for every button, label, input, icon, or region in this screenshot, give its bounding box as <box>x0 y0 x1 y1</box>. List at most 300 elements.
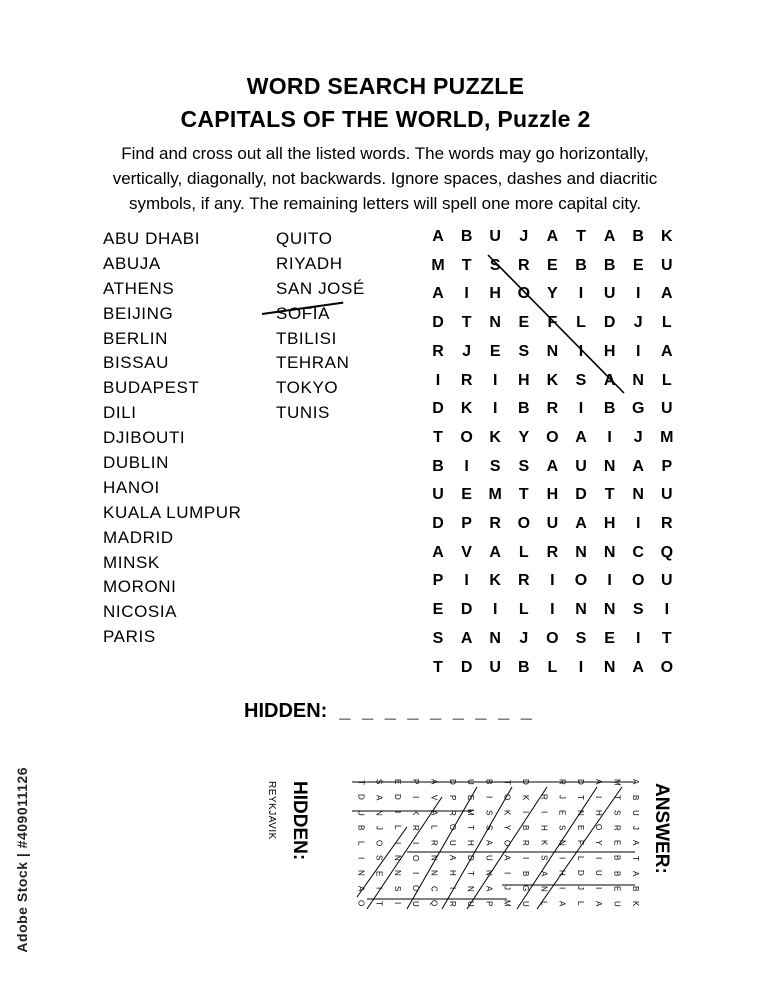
grid-letter: I <box>664 601 670 619</box>
grid-letter: N <box>632 486 644 504</box>
hidden-blanks: _ _ _ _ _ _ _ _ _ <box>339 700 535 722</box>
grid-letter: B <box>460 228 473 245</box>
answer-grid-letter: I <box>539 780 549 784</box>
answer-grid-letter: I <box>557 887 567 890</box>
title: WORD SEARCH PUZZLE <box>246 73 525 99</box>
grid-letter: E <box>489 342 501 360</box>
answer-grid-letter: A <box>374 794 384 800</box>
answer-grid-letter: I <box>520 811 530 814</box>
grid-letter: D <box>432 515 444 532</box>
word-list-item: PARIS <box>103 627 156 647</box>
word-list-item: BUDAPEST <box>103 378 200 398</box>
answer-grid-letter: A <box>539 870 549 876</box>
grid-letter: A <box>575 515 587 532</box>
word-list-item: BERLIN <box>103 328 169 348</box>
answer-grid-letter: S <box>484 809 494 816</box>
answer-grid-letter: R <box>411 824 421 831</box>
grid-letter: T <box>433 428 443 446</box>
grid-letter: Y <box>547 285 558 303</box>
answer-grid-letter: N <box>466 885 476 892</box>
grid-letter: U <box>661 486 673 504</box>
answer-grid-letter: R <box>539 794 549 801</box>
grid-letter: I <box>492 371 498 389</box>
grid-letter: A <box>632 658 644 676</box>
answer-grid-letter: L <box>429 825 439 830</box>
grid-letter: A <box>661 285 673 303</box>
grid-letter: I <box>550 572 555 590</box>
grid-letter: H <box>518 371 530 389</box>
hidden-line <box>244 700 535 723</box>
grid-letter: S <box>632 601 644 619</box>
word-list-item: MINSK <box>103 552 160 572</box>
answer-grid-letter: B <box>484 779 494 785</box>
answer-grid-letter: H <box>594 809 604 816</box>
answer-grid-letter: S <box>374 779 384 785</box>
answer-grid-letter: S <box>612 809 622 816</box>
answer-grid-letter: A <box>630 870 640 876</box>
grid-letter: J <box>462 342 472 360</box>
grid-letter: E <box>461 486 472 504</box>
answer-grid-letter: H <box>557 870 567 877</box>
grid-letter: S <box>489 457 501 475</box>
grid-letter: I <box>550 601 555 619</box>
grid-letter: A <box>546 457 559 475</box>
answer-grid-letter: I <box>594 796 604 799</box>
answer-grid-letter: N <box>356 870 366 877</box>
answer-grid-letter: O <box>447 824 457 831</box>
answer-grid-letter: S <box>392 885 402 892</box>
answer-grid-letter: L <box>575 901 585 906</box>
answer-grid-letter: P <box>447 794 457 800</box>
grid-letter: B <box>632 228 644 245</box>
answer-grid-letter: K <box>630 900 640 907</box>
grid-letter: Q <box>660 543 674 561</box>
grid-letter: I <box>435 371 441 389</box>
answer-grid-letter: D <box>466 855 476 861</box>
answer-grid-letter: B <box>630 885 640 892</box>
answer-grid-letter: J <box>557 795 567 800</box>
grid-letter: R <box>518 572 530 590</box>
grid-letter: E <box>547 256 558 274</box>
grid-letter: B <box>518 400 530 418</box>
answer-grid-letter: I <box>594 856 604 860</box>
grid-letter: D <box>603 314 616 332</box>
stock-watermark-id: Adobe Stock | #409011126 <box>14 767 30 953</box>
grid-letter: T <box>604 486 615 504</box>
grid-letter: G <box>631 400 645 418</box>
grid-letter: U <box>546 515 559 532</box>
grid-letter: R <box>432 342 444 360</box>
answer-grid-letter: D <box>392 794 402 801</box>
answer-grid-letter: J <box>502 886 512 891</box>
answer-grid-letter: I <box>392 811 402 814</box>
answer-grid-letter: C <box>429 885 439 892</box>
grid-letter: O <box>546 629 559 647</box>
word-list-item: TOKYO <box>276 378 339 398</box>
answer-grid-letter: A <box>594 779 604 785</box>
answer-grid-letter: S <box>557 824 567 831</box>
answer-grid-letter: I <box>502 872 512 875</box>
answer-grid-letter: R <box>447 900 457 907</box>
grid-letter: L <box>661 371 672 389</box>
grid-letter: O <box>460 428 473 446</box>
answer-grid-letter: N <box>484 870 494 877</box>
grid-letter: R <box>489 515 501 532</box>
answer-grid-letter: A <box>630 840 640 846</box>
grid-letter: L <box>518 543 529 561</box>
grid-letter: H <box>546 486 559 504</box>
answer-grid-letter: A <box>447 855 457 861</box>
answer-grid-letter: M <box>502 900 512 907</box>
word-list-item: ABU DHABI <box>103 229 201 248</box>
answer-grid-letter: R <box>447 809 457 816</box>
grid-letter: P <box>461 515 472 532</box>
answer-grid-letter: T <box>502 779 512 785</box>
answer-grid-letter: T <box>466 825 476 831</box>
word-list-item: BEIJING <box>103 303 174 323</box>
answer-grid-letter: U <box>520 900 530 907</box>
answer-grid-letter: R <box>557 779 567 785</box>
grid-letter: D <box>432 400 444 418</box>
answer-grid-letter: A <box>594 900 604 907</box>
answer-grid-letter: L <box>356 840 366 846</box>
answer-grid-letter: T <box>612 794 622 800</box>
grid-letter: K <box>661 228 673 245</box>
grid-letter: I <box>492 601 498 619</box>
answer-grid-letter: U <box>466 900 476 907</box>
grid-letter: N <box>489 629 501 647</box>
grid-letter: I <box>635 629 641 647</box>
word-list-column-1 <box>103 227 242 650</box>
answer-grid-letter: E <box>612 840 622 846</box>
grid-letter: M <box>660 428 674 446</box>
answer-grid-letter: I <box>557 856 567 860</box>
answer-grid-letter: N <box>575 809 585 816</box>
grid-letter: P <box>432 572 444 590</box>
answer-grid-letter: E <box>557 809 567 816</box>
answer-grid-letter: B <box>356 824 366 831</box>
answer-grid-letter: N <box>374 809 384 816</box>
grid-letter: T <box>461 314 472 332</box>
answer-grid-letter: I <box>356 856 366 860</box>
grid-letter: A <box>460 629 473 647</box>
answer-grid-letter: N <box>392 870 402 877</box>
answer-grid-letter: L <box>392 825 402 830</box>
answer-grid-letter: D <box>356 794 366 801</box>
word-list-item: TBILISI <box>276 328 337 348</box>
grid-letter: A <box>603 371 616 389</box>
answer-grid-letter: O <box>374 839 384 846</box>
grid-letter: I <box>464 457 469 475</box>
answer-grid-letter: U <box>466 779 476 785</box>
answer-grid-letter: U <box>484 855 494 861</box>
grid-letter: T <box>661 629 672 647</box>
grid-letter: H <box>489 285 501 303</box>
word-list-item: BISSAU <box>103 353 169 373</box>
grid-letter: U <box>661 256 673 274</box>
answer-grid-letter: T <box>630 855 640 861</box>
grid-letter: L <box>547 658 558 676</box>
word-list-item: QUITO <box>276 229 333 248</box>
word-list-item: RIYADH <box>276 253 343 273</box>
grid-letter: R <box>460 371 473 389</box>
word-list-item: TUNIS <box>276 403 330 423</box>
grid-letter: F <box>547 314 558 332</box>
grid-letter: R <box>661 515 673 532</box>
instructions: Find and cross out all the listed words. The words may go horizontally, vertically, diagonally, not backwards. Ignore spaces, dashes and diacritic symbols, if any. The remaining letters will spell one more capital city. <box>112 144 658 213</box>
grid-letter: B <box>575 256 587 274</box>
answer-grid-letter: U <box>411 900 421 907</box>
answer-grid-letter: U <box>447 839 457 846</box>
answer-grid-letter: S <box>484 824 494 831</box>
grid-letter: O <box>517 515 531 532</box>
word-list-item: DILI <box>103 403 137 423</box>
grid-letter: I <box>578 400 584 418</box>
grid-letter: S <box>575 371 587 389</box>
answer-grid-letter: I <box>484 796 494 799</box>
grid-letter: L <box>661 314 672 332</box>
grid-letter: B <box>518 658 530 676</box>
grid-letter: N <box>603 457 616 475</box>
answer-grid-letter: U <box>630 809 640 816</box>
grid-letter: P <box>661 457 673 475</box>
grid-letter: O <box>631 572 645 590</box>
grid-letter: C <box>632 543 644 561</box>
grid-letter: U <box>661 400 673 418</box>
grid-letter: S <box>432 629 444 647</box>
answer-grid-letter: D <box>575 779 585 785</box>
strikethrough-mark <box>262 301 343 314</box>
answer-grid-letter: O <box>411 854 421 862</box>
grid-letter: S <box>489 256 501 274</box>
grid-letter: A <box>489 543 501 561</box>
grid-letter: J <box>519 629 529 647</box>
grid-letter: O <box>660 658 674 676</box>
grid-letter: L <box>518 601 529 619</box>
answer-grid-letter: I <box>447 887 457 890</box>
answer-grid-letter: I <box>392 902 402 905</box>
answer-grid-letter: I <box>374 887 384 890</box>
answer-grid-letter: I <box>411 872 421 875</box>
answer-grid-letter: A <box>429 809 439 816</box>
answer-grid-letter: O <box>502 794 512 801</box>
answer-grid-letter: E <box>392 779 402 785</box>
answer-grid-letter: I <box>594 887 604 890</box>
grid-letter: K <box>546 371 559 389</box>
answer-grid-letter: K <box>411 809 421 816</box>
grid-letter: O <box>517 285 531 303</box>
grid-letter: R <box>546 400 559 418</box>
grid-letter: A <box>546 228 559 245</box>
answer-grid-letter: R <box>612 824 622 831</box>
answer-grid-letter: H <box>447 870 457 877</box>
grid-letter: A <box>575 428 587 446</box>
grid-letter: N <box>546 342 559 360</box>
answer-grid-letter: T <box>374 901 384 907</box>
answer-grid-letter: A <box>429 779 439 785</box>
answer-grid-letter: J <box>575 886 585 891</box>
answer-grid-letter: N <box>557 839 567 846</box>
answer-grid-letter: E <box>575 824 585 831</box>
subtitle: CAPITALS OF THE WORLD, Puzzle 2 <box>180 106 591 132</box>
answer-grid-letter: O <box>356 900 366 907</box>
answer-grid-letter: N <box>429 855 439 861</box>
grid-letter: N <box>603 658 616 676</box>
grid-letter: O <box>574 572 588 590</box>
grid-letter: I <box>635 285 641 303</box>
grid-letter: E <box>432 601 444 619</box>
answer-grid-letter: T <box>466 870 476 876</box>
answer-grid-letter: Y <box>594 840 604 846</box>
answer-grid-letter: D <box>520 779 530 785</box>
answer-grid-letter: A <box>557 900 567 907</box>
answer-grid-letter: U <box>356 809 366 816</box>
grid-letter: J <box>633 314 643 332</box>
answer-grid-letter: I <box>411 841 421 844</box>
word-list-item: MORONI <box>103 577 177 597</box>
answer-grid-letter: H <box>539 824 549 831</box>
answer-grid-letter: U <box>612 900 622 907</box>
answer-grid-letter: L <box>539 901 549 906</box>
word-list-item: TEHRAN <box>276 353 350 373</box>
grid-letter: I <box>464 572 469 590</box>
answer-grid-letter: S <box>374 855 384 861</box>
answer-grid-letter: L <box>575 855 585 861</box>
word-list-item: SAN JOSÉ <box>276 278 365 298</box>
grid-letter: T <box>461 256 472 274</box>
grid-letter: B <box>432 457 444 475</box>
word-list-item: DJIBOUTI <box>103 428 186 448</box>
answer-grid-letter: A <box>484 885 494 892</box>
grid-letter: H <box>603 342 616 360</box>
grid-letter: D <box>460 601 473 619</box>
answer-grid-letter: I <box>539 811 549 814</box>
answer-grid-letter: T <box>575 794 585 800</box>
grid-letter: J <box>519 228 529 245</box>
grid-letter: O <box>546 428 559 446</box>
answer-grid-letter: J <box>630 825 640 830</box>
answer-grid-letter: H <box>466 839 476 846</box>
grid-letter: I <box>578 342 584 360</box>
grid-letter: K <box>460 400 473 418</box>
answer-hidden-word: REYKJAVIK <box>266 781 277 840</box>
grid-letter: A <box>632 457 644 475</box>
grid-letter: N <box>575 601 587 619</box>
answer-grid-letter: I <box>520 856 530 860</box>
grid-letter: Y <box>518 428 530 446</box>
word-list-item: NICOSIA <box>103 602 178 622</box>
answer-grid-letter: B <box>630 794 640 800</box>
answer-grid <box>347 777 640 914</box>
grid-letter: N <box>489 314 501 332</box>
answer-grid-letter: S <box>539 855 549 861</box>
grid-letter: K <box>489 428 501 446</box>
grid-letter: N <box>603 543 616 561</box>
grid-letter: I <box>492 400 498 418</box>
grid-letter: R <box>518 256 530 274</box>
answer-grid-letter: B <box>612 855 622 861</box>
grid-letter: A <box>432 543 444 561</box>
answer-hidden-label: HIDDEN: <box>289 781 310 861</box>
grid-letter: N <box>632 371 644 389</box>
grid-letter: S <box>518 457 530 475</box>
grid-letter: I <box>607 572 612 590</box>
grid-letter: T <box>433 658 443 676</box>
grid-letter: I <box>635 515 641 532</box>
answer-grid-letter: K <box>539 840 549 846</box>
grid-letter: V <box>461 543 472 561</box>
word-list-item: SOFIA <box>276 302 365 327</box>
answer-grid-letter: A <box>356 885 366 892</box>
grid-letter: A <box>432 285 444 303</box>
grid-letter: N <box>575 543 587 561</box>
hidden-label: HIDDEN: <box>244 700 328 722</box>
grid-letter: U <box>603 285 616 303</box>
grid-letter: I <box>578 658 584 676</box>
word-list-item: MADRID <box>103 527 174 547</box>
answer-grid-letter: M <box>466 809 476 816</box>
grid-letter: U <box>575 457 587 475</box>
grid-letter: B <box>603 256 616 274</box>
answer-grid-letter: I <box>392 841 402 844</box>
answer-grid-letter: F <box>575 840 585 846</box>
grid-letter: E <box>604 629 615 647</box>
answer-grid-letter: O <box>411 885 421 892</box>
grid-letter: S <box>518 342 530 360</box>
answer-grid-letter: U <box>594 870 604 877</box>
grid-letter: I <box>635 342 641 360</box>
word-list-column-2 <box>276 227 365 426</box>
grid-letter: E <box>632 256 644 274</box>
answer-grid-letter: M <box>612 778 622 786</box>
grid-letter: D <box>575 486 587 504</box>
answer-grid-letter: B <box>520 824 530 831</box>
grid-letter: R <box>546 543 559 561</box>
answer-grid-letter: Q <box>429 900 439 907</box>
grid-letter: N <box>603 601 616 619</box>
answer-grid-letter: E <box>466 794 476 800</box>
answer-grid-letter: G <box>520 885 530 892</box>
answer-grid-letter: K <box>502 809 512 816</box>
answer-grid-letter: O <box>502 839 512 846</box>
grid-letter: M <box>488 486 502 504</box>
answer-grid-letter: B <box>612 870 622 876</box>
grid-letter: I <box>607 428 612 446</box>
grid-letter: D <box>460 658 473 676</box>
grid-letter: A <box>661 342 673 360</box>
grid-letter: I <box>464 285 469 303</box>
answer-grid-letter: T <box>356 779 366 785</box>
answer-grid-letter: R <box>429 839 439 846</box>
answer-grid-letter: O <box>594 824 604 831</box>
word-list-item: HANOI <box>103 477 160 497</box>
answer-grid-letter: B <box>520 870 530 876</box>
answer-grid-letter: D <box>575 870 585 877</box>
grid-letter: U <box>489 228 501 245</box>
answer-label: ANSWER: <box>651 783 672 874</box>
grid-letter: H <box>603 515 616 532</box>
grid-letter: J <box>633 428 643 446</box>
answer-grid-letter: E <box>374 870 384 876</box>
answer-grid-letter: A <box>630 779 640 785</box>
answer-grid-letter: N <box>429 870 439 877</box>
word-list-item: DUBLIN <box>103 453 169 473</box>
grid-letter: U <box>489 658 501 676</box>
answer-grid-letter: A <box>502 855 512 861</box>
grid-letter: U <box>661 572 673 590</box>
answer-grid-letter: I <box>411 796 421 799</box>
answer-grid-letter: R <box>520 839 530 846</box>
